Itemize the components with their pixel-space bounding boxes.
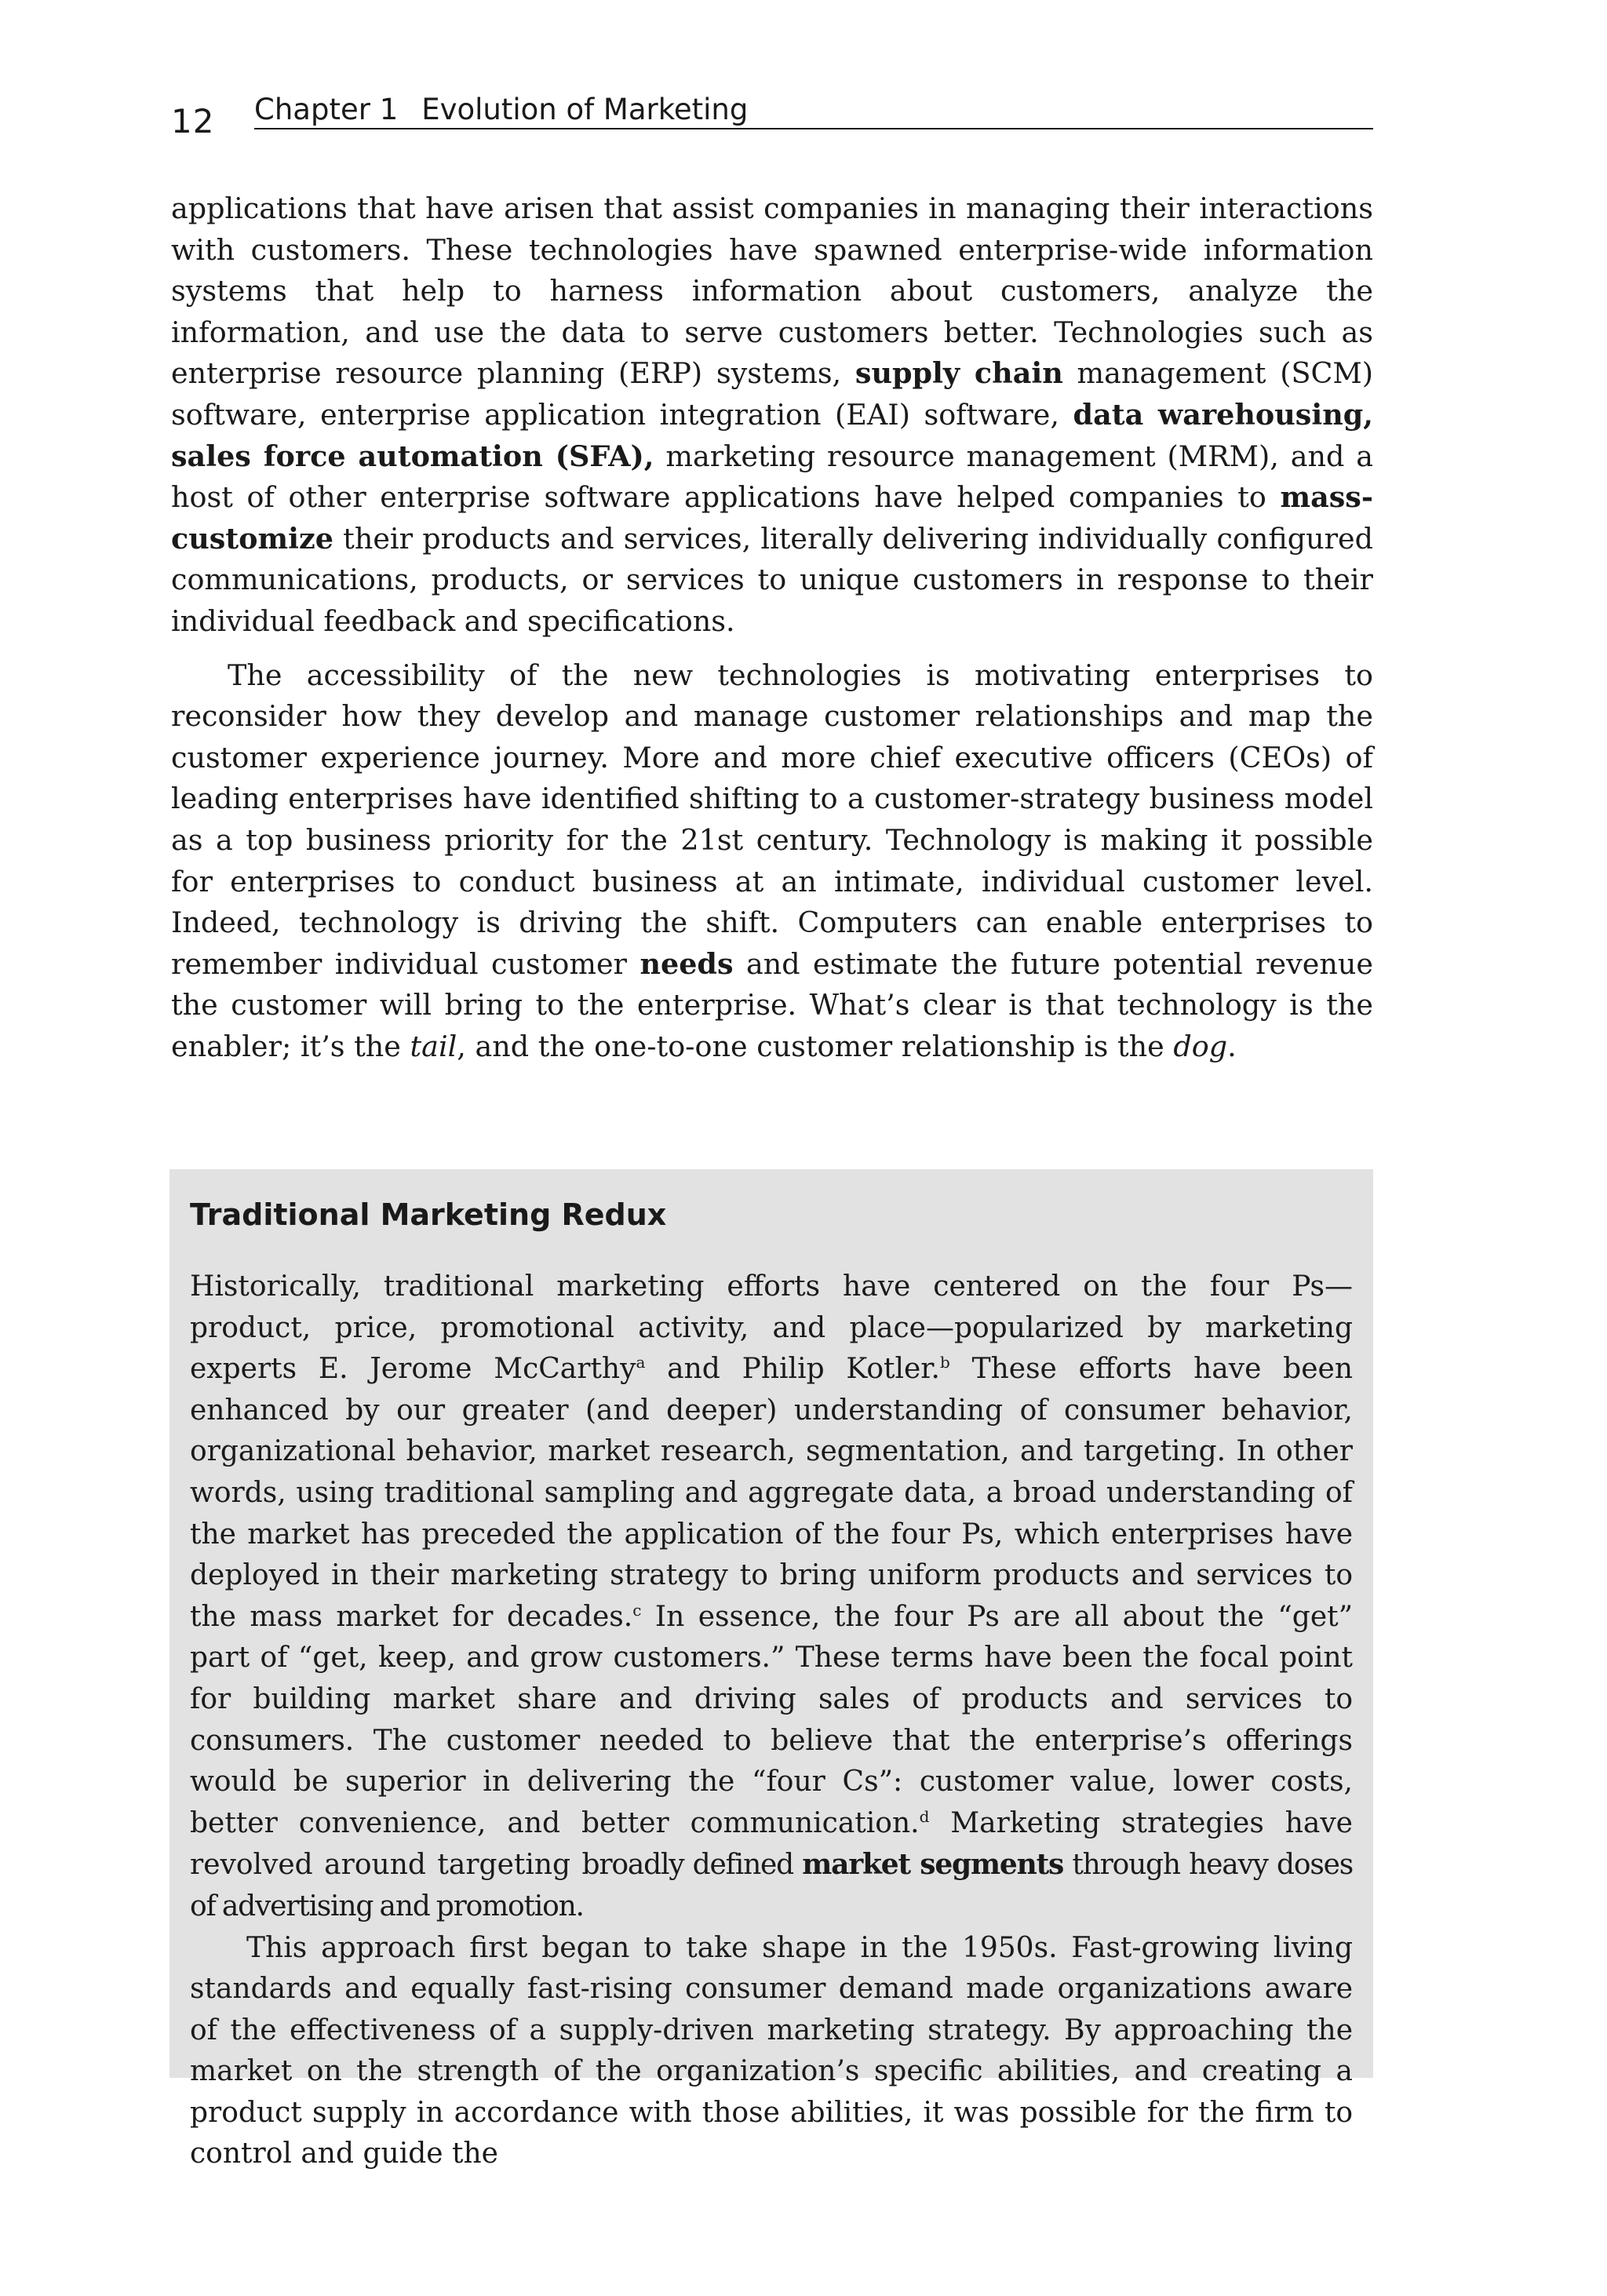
sidebar-title: Traditional Marketing Redux [190,1197,667,1232]
footnote-marker-a[interactable]: a [636,1353,646,1372]
bold-term-mass-customize: mass-customize [171,480,1373,556]
text-run: Historically, traditional marketing efforts have centered on the four Ps— product, price, promotional activity, and place—popularized by marketing experts E. Jerome McCarthy [190,1270,1353,1386]
page-number: 12 [171,102,215,140]
text-run: . [1227,1029,1237,1063]
text-run: Marketing strategies have revolved around targeting [190,1806,1353,1882]
text-run: , and the one-to-one customer relationship is the [457,1029,1174,1063]
text-run: marketing resource management (MRM), and a host of other enterprise software applications have helped companies to [171,439,1373,515]
bold-term-supply-chain: supply chain [855,356,1063,391]
text-run: The accessibility of the new technologies is motivating enterprises to reconsider how they develop and manage customer relationships and map the customer experience journey. More and more chief executive officers (CEOs) of leading enterprises have identified shifting to a customer-strategy business model as a top business priority for the 21st century. Technology is making it possible for enterprises to conduct business at an intimate, individual customer level. Indeed, technology is driving the shift. Computers can enable enterprises to remember individual customer [171,658,1373,981]
sidebar-paragraph-2: This approach first began to take shape in the 1950s. Fast-growing living standards and equally fast-rising consumer demand made organizations aware of the effectiveness of a supply-driven marketing strategy. By approaching the market on the strength of the organization’s specific abilities, and creating a product supply in accordance with those abilities, it was possible for the firm to control and guide the [190,1931,1353,2170]
italic-dog: dog [1173,1029,1228,1063]
sidebar-body [190,1266,1353,2175]
chapter-label: Chapter 1 [254,93,399,126]
body-text [171,188,1373,1067]
chapter-title: Evolution of Marketing [421,93,749,126]
footnote-marker-c[interactable]: c [632,1600,642,1620]
text-run: management (SCM) software, enterprise application integration (EAI) software, [171,356,1373,432]
text-run: broadly defined [581,1849,803,1882]
text-run: applications that have arisen that assist companies in managing their interactions with customers. These technologies have spawned enterprise-wide information systems that help to harness information about customers, analyze the information, and use the data to serve customers better. Technologies such as enterprise resource planning (ERP) systems, [171,191,1373,391]
text-run: through heavy doses of advertising and promotion. [190,1849,1353,1922]
sidebar-box [169,1169,1373,2170]
body-paragraph-2 [171,655,1373,1068]
text-run: and estimate the future potential revenue the customer will bring to the enterprise. What’s clear is that technology is the enabler; it’s the [171,946,1373,1063]
running-head [171,93,1373,140]
text-run: In essence, the four Ps are all about the “get” part of “get, keep, and grow customers.” These terms have been the focal point for building market share and driving sales of products and services to consumers. The customer needed to believe that the enterprise’s offerings would be superior in delivering the “four Cs”: customer value, lower costs, better convenience, and better communication. [190,1600,1353,1839]
footnote-marker-d[interactable]: d [919,1806,930,1826]
bold-term-market-segments: market segments [802,1848,1064,1882]
body-paragraph-1 [171,188,1373,643]
text-run: and Philip Kotler. [645,1353,940,1386]
italic-tail: tail [410,1029,457,1063]
bold-term-needs: needs [640,946,734,981]
text-run: their products and services, literally delivering individually configured communications, products, or services to unique customers in response to their individual feedback and specifications. [171,521,1373,638]
footnote-marker-b[interactable]: b [939,1353,950,1372]
bold-term-data-warehousing: data warehousing, sales force automation (SFA), [171,397,1373,473]
chapter-header [254,93,1373,129]
sidebar-paragraph-1 [190,1266,1353,1928]
text-run: These efforts have been enhanced by our greater (and deeper) understanding of consumer behavior, organizational behavior, market research, segmentation, and targeting. In other words, using traditional sampling and aggregate data, a broad understanding of the market has preceded the application of the four Ps, which enterprises have deployed in their marketing strategy to bring uniform products and services to the mass market for decades. [190,1353,1354,1633]
